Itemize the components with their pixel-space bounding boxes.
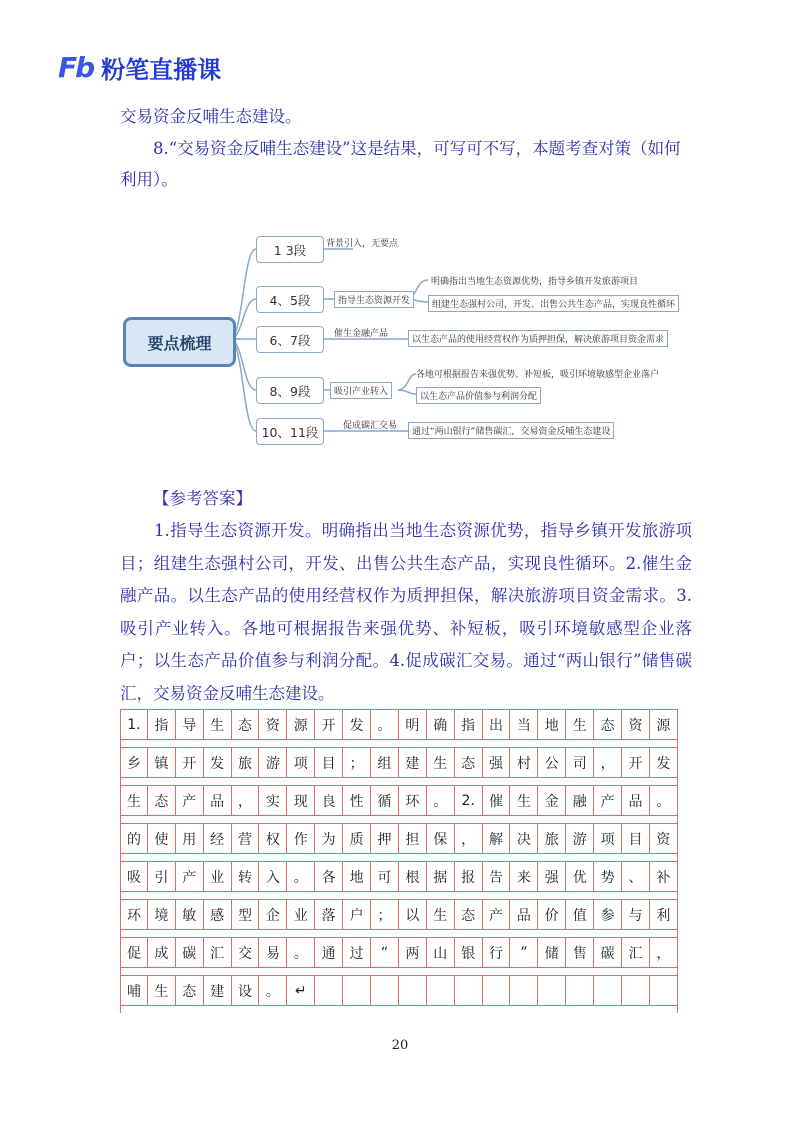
sheet-cell: 作 <box>287 824 315 853</box>
sheet-cell: 银 <box>455 938 483 967</box>
sheet-cell: 权 <box>259 824 287 853</box>
sheet-cell: ； <box>371 900 399 929</box>
sheet-cell <box>538 976 566 1005</box>
sheet-cell: 镇 <box>148 748 176 777</box>
sheet-cell: 项 <box>594 824 622 853</box>
sheet-cell: 。 <box>259 976 287 1005</box>
sheet-cell: 源 <box>287 710 315 739</box>
sheet-cell: 易 <box>259 938 287 967</box>
sheet-cell <box>427 976 455 1005</box>
sheet-cell <box>594 976 622 1005</box>
sheet-cell: 2. <box>455 786 483 815</box>
sheet-cell <box>650 976 678 1005</box>
sheet-cell: 实 <box>259 786 287 815</box>
branch-2-item-1: 以生态产品的使用经营权作为质押担保，解决旅游项目资金需求 <box>408 330 668 347</box>
sheet-cell: 态 <box>148 786 176 815</box>
sheet-cell <box>622 976 650 1005</box>
sheet-cell: 司 <box>566 748 594 777</box>
sheet-cell: 金 <box>538 786 566 815</box>
logo-mark: Fb <box>58 51 94 84</box>
sheet-cell: 强 <box>538 862 566 891</box>
sheet-cell: 品 <box>622 786 650 815</box>
sheet-cell: 告 <box>483 862 511 891</box>
sheet-cell: 户 <box>343 900 371 929</box>
sheet-cell: 融 <box>566 786 594 815</box>
sheet-cell: 。 <box>650 786 678 815</box>
sheet-cell: 旅 <box>232 748 260 777</box>
branch-1-item-2: 组建生态强村公司，开发、出售公共生态产品，实现良性循环 <box>428 295 679 312</box>
sheet-cell: 售 <box>566 938 594 967</box>
sheet-cell: 态 <box>232 710 260 739</box>
sheet-cell: 碳 <box>176 938 204 967</box>
sheet-cell: 确 <box>427 710 455 739</box>
sheet-cell: 落 <box>315 900 343 929</box>
branch-3-item-1: 各地可根据报告来强优势、补短板，吸引环境敏感型企业落户 <box>416 370 660 380</box>
mind-map-root: 要点梳理 <box>123 317 236 367</box>
sheet-cell <box>371 976 399 1005</box>
sheet-cell: 旅 <box>538 824 566 853</box>
sheet-cell: 两 <box>399 938 427 967</box>
sheet-cell: 组 <box>371 748 399 777</box>
sheet-cell: 根 <box>399 862 427 891</box>
segment-2: 4、5段 <box>256 286 324 313</box>
sheet-row <box>120 785 678 816</box>
sheet-cell: 促 <box>120 938 148 967</box>
sheet-cell: 用 <box>176 824 204 853</box>
sheet-cell: 目 <box>315 748 343 777</box>
answer-text: 1.指导生态资源开发。明确指出当地生态资源优势，指导乡镇开发旅游项目；组建生态强村公司，开发、出售公共生态产品，实现良性循环。2.催生金融产品。以生态产品的使用经营权作为质押担保，解决旅游项目资金需求。3.吸引产业转入。各地可根据报告来强优势、补短板，吸引环境敏感型企业落户；以生态产品价值参与利润分配。4.促成碳汇交易。通过“两山银行”储售碳汇，交易资金反哺生态建设。 <box>120 521 692 703</box>
sheet-cell: 担 <box>399 824 427 853</box>
sheet-cell: 品 <box>510 900 538 929</box>
sheet-cell: 汇 <box>622 938 650 967</box>
sheet-cell: 。 <box>427 786 455 815</box>
sheet-row <box>120 709 678 740</box>
sheet-cell <box>483 976 511 1005</box>
sheet-cell: 态 <box>455 900 483 929</box>
sheet-cell: 企 <box>259 900 287 929</box>
sheet-cell: 指 <box>455 710 483 739</box>
sheet-cell: 开 <box>315 710 343 739</box>
sheet-cell: 游 <box>259 748 287 777</box>
sheet-cell: 环 <box>399 786 427 815</box>
sheet-cell: 公 <box>538 748 566 777</box>
sheet-cell: 建 <box>204 976 232 1005</box>
sheet-cell: 优 <box>566 862 594 891</box>
sheet-cell <box>343 976 371 1005</box>
sheet-cell: 引 <box>148 862 176 891</box>
branch-1-item-1: 明确指出当地生态资源优势，指导乡镇开发旅游项目 <box>431 277 639 287</box>
sheet-cell: 循 <box>371 786 399 815</box>
paragraph-1: 交易资金反哺生态建设。 <box>120 107 302 126</box>
sheet-cell: 生 <box>427 748 455 777</box>
sheet-cell: 指 <box>148 710 176 739</box>
sheet-cell: ， <box>232 786 260 815</box>
logo-text: 粉笔直播课 <box>101 56 222 84</box>
sheet-cell: ” <box>510 938 538 967</box>
sheet-cell: 。 <box>371 710 399 739</box>
sheet-cell: ， <box>455 824 483 853</box>
sheet-cell: 生 <box>120 786 148 815</box>
sheet-cell: 村 <box>510 748 538 777</box>
sheet-cell: 生 <box>148 976 176 1005</box>
sheet-cell: 过 <box>343 938 371 967</box>
sheet-cell: 生 <box>427 900 455 929</box>
sheet-cell: 报 <box>455 862 483 891</box>
sheet-cell: 补 <box>650 862 678 891</box>
sheet-cell: 保 <box>427 824 455 853</box>
answer-sheet-grid <box>120 709 678 1013</box>
mind-map <box>118 222 678 452</box>
sheet-cell: 为 <box>315 824 343 853</box>
sheet-cell: 开 <box>622 748 650 777</box>
sheet-cell: 态 <box>594 710 622 739</box>
sheet-cell: 品 <box>204 786 232 815</box>
segment-3: 6、7段 <box>256 326 324 353</box>
sheet-cell: 设 <box>232 976 260 1005</box>
sheet-cell: 碳 <box>594 938 622 967</box>
sheet-cell: 。 <box>287 862 315 891</box>
brand-logo <box>58 50 221 85</box>
sheet-cell: 通 <box>315 938 343 967</box>
segment-1: 1 3段 <box>256 236 324 263</box>
sheet-cell: 资 <box>622 710 650 739</box>
segment-1-note: 背景引入，无要点 <box>326 239 399 249</box>
sheet-cell <box>510 976 538 1005</box>
sheet-cell <box>315 976 343 1005</box>
sheet-cell: 成 <box>148 938 176 967</box>
sheet-cell: 游 <box>566 824 594 853</box>
sheet-cell: 态 <box>176 976 204 1005</box>
sheet-cell: ↵ <box>287 976 315 1005</box>
sheet-cell: 资 <box>259 710 287 739</box>
sheet-cell: 交 <box>232 938 260 967</box>
sheet-cell: 地 <box>343 862 371 891</box>
sheet-cell: 储 <box>538 938 566 967</box>
sheet-cell: 强 <box>483 748 511 777</box>
sheet-row <box>120 899 678 930</box>
sheet-cell: 势 <box>594 862 622 891</box>
sheet-cell: 的 <box>120 824 148 853</box>
sheet-cell: 明 <box>399 710 427 739</box>
sheet-cell: 建 <box>399 748 427 777</box>
sheet-cell: 来 <box>510 862 538 891</box>
sheet-cell: 项 <box>287 748 315 777</box>
sheet-row <box>120 861 678 892</box>
branch-3-item-2: 以生态产品价值参与利润分配 <box>416 387 541 404</box>
sheet-cell: 导 <box>176 710 204 739</box>
sheet-cell: 发 <box>650 748 678 777</box>
sheet-cell: 产 <box>594 786 622 815</box>
sheet-cell: 以 <box>399 900 427 929</box>
sheet-cell: ； <box>343 748 371 777</box>
sheet-cell: 生 <box>566 710 594 739</box>
sheet-cell: 环 <box>120 900 148 929</box>
sheet-cell: 参 <box>594 900 622 929</box>
sheet-row <box>120 975 678 1006</box>
sheet-cell: 业 <box>204 862 232 891</box>
sheet-cell: 可 <box>371 862 399 891</box>
sheet-cell: ， <box>594 748 622 777</box>
sheet-cell: 良 <box>315 786 343 815</box>
sheet-cell: 经 <box>204 824 232 853</box>
sheet-cell: 源 <box>650 710 678 739</box>
sheet-cell: 生 <box>510 786 538 815</box>
sheet-cell: 据 <box>427 862 455 891</box>
sheet-cell: 境 <box>148 900 176 929</box>
sheet-cell: 乡 <box>120 748 148 777</box>
sheet-cell: 值 <box>566 900 594 929</box>
sheet-cell: 发 <box>204 748 232 777</box>
sheet-row <box>120 937 678 968</box>
sheet-cell: 各 <box>315 862 343 891</box>
branch-industry-attraction: 吸引产业转入 <box>330 382 392 399</box>
sheet-cell: 入 <box>259 862 287 891</box>
sheet-cell: 业 <box>287 900 315 929</box>
sheet-cell: 目 <box>622 824 650 853</box>
sheet-cell: 使 <box>148 824 176 853</box>
sheet-cell: 山 <box>427 938 455 967</box>
branch-4-item-1: 通过“两山银行”储售碳汇，交易资金反哺生态建设 <box>408 422 614 439</box>
sheet-cell: 生 <box>204 710 232 739</box>
sheet-cell: 吸 <box>120 862 148 891</box>
sheet-cell: 敏 <box>176 900 204 929</box>
sheet-cell: 出 <box>483 710 511 739</box>
sheet-cell: 质 <box>343 824 371 853</box>
sheet-cell: 催 <box>483 786 511 815</box>
sheet-cell: 型 <box>232 900 260 929</box>
sheet-cell: 决 <box>510 824 538 853</box>
sheet-cell: 解 <box>483 824 511 853</box>
sheet-cell: 营 <box>232 824 260 853</box>
sheet-cell: 哺 <box>120 976 148 1005</box>
sheet-cell: 感 <box>204 900 232 929</box>
sheet-cell: 押 <box>371 824 399 853</box>
branch-carbon-trading: 促成碳汇交易 <box>343 421 398 431</box>
sheet-cell: “ <box>371 938 399 967</box>
sheet-cell: 1. <box>120 710 148 739</box>
sheet-cell <box>566 976 594 1005</box>
sheet-cell: 性 <box>343 786 371 815</box>
segment-5: 10、11段 <box>256 418 324 445</box>
sheet-cell: 行 <box>483 938 511 967</box>
page-number: 20 <box>391 1038 409 1053</box>
branch-resource-development: 指导生态资源开发 <box>334 291 414 308</box>
segment-4: 8、9段 <box>256 377 324 404</box>
sheet-cell: 与 <box>622 900 650 929</box>
sheet-cell: 。 <box>287 938 315 967</box>
sheet-cell <box>455 976 483 1005</box>
sheet-cell: 发 <box>343 710 371 739</box>
sheet-cell: 开 <box>176 748 204 777</box>
branch-finance-products: 催生金融产品 <box>334 329 389 339</box>
answer-heading: 【参考答案】 <box>153 489 252 508</box>
sheet-cell: 当 <box>510 710 538 739</box>
sheet-cell: 汇 <box>204 938 232 967</box>
sheet-cell: 资 <box>650 824 678 853</box>
sheet-cell <box>399 976 427 1005</box>
sheet-cell: ， <box>650 938 678 967</box>
paragraph-2: 8.“交易资金反哺生态建设”这是结果，可写可不写，本题考查对策（如何利用）。 <box>120 139 681 189</box>
sheet-row <box>120 747 678 778</box>
sheet-cell: 地 <box>538 710 566 739</box>
sheet-cell: 产 <box>176 786 204 815</box>
sheet-cell: 产 <box>483 900 511 929</box>
sheet-cell: 、 <box>622 862 650 891</box>
sheet-cell: 产 <box>176 862 204 891</box>
sheet-cell: 态 <box>455 748 483 777</box>
sheet-cell: 利 <box>650 900 678 929</box>
sheet-row <box>120 823 678 854</box>
sheet-cell: 价 <box>538 900 566 929</box>
sheet-cell: 转 <box>232 862 260 891</box>
sheet-cell: 现 <box>287 786 315 815</box>
